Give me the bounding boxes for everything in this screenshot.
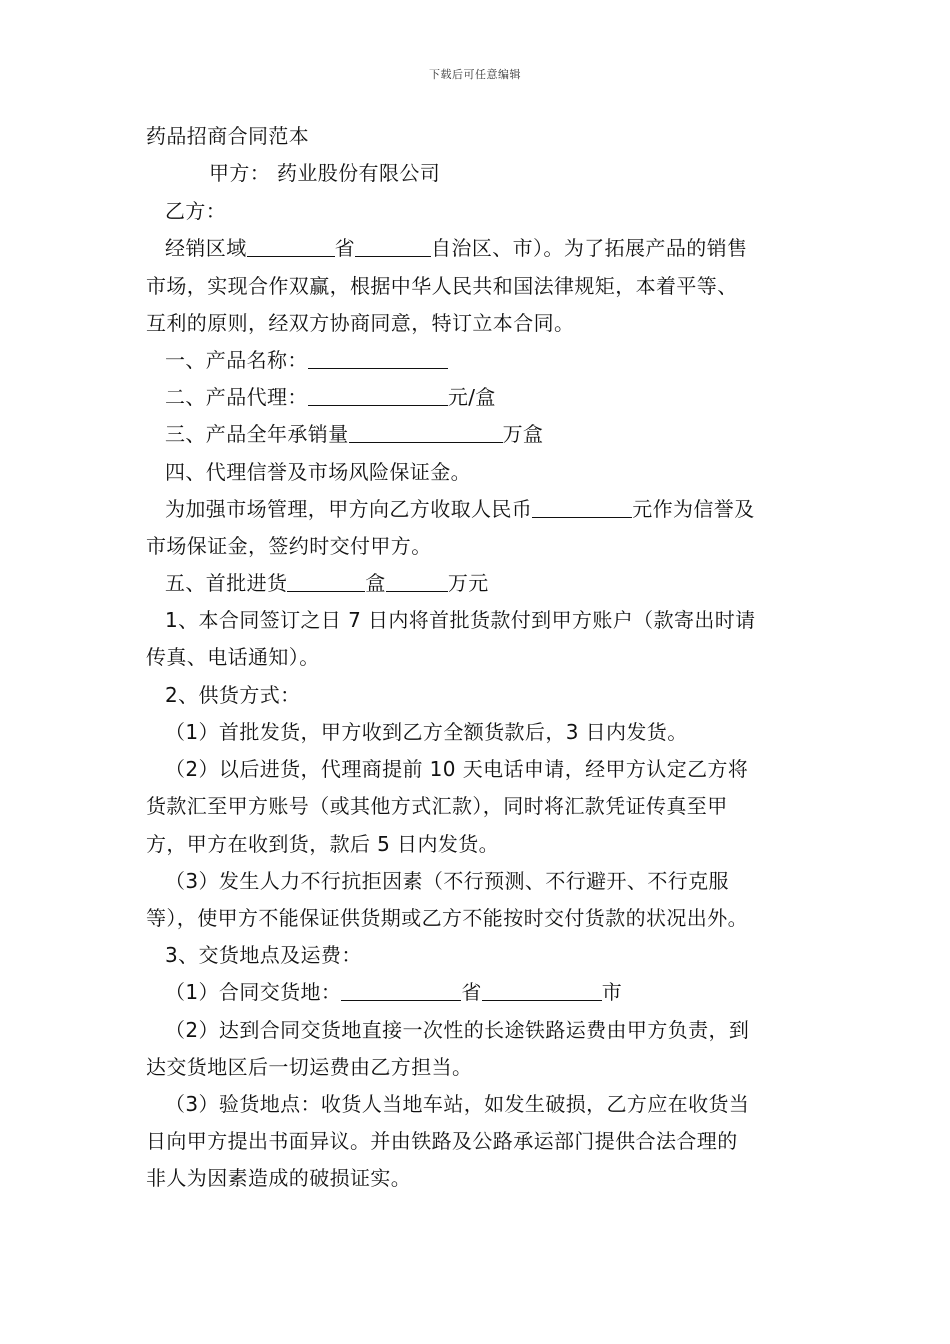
section-4-para-line-1 — [165, 497, 755, 521]
party-b-line: 乙方： — [165, 199, 227, 223]
clause-2-2-line-2: 货款汇至甲方账号（或其他方式汇款），同时将汇款凭证传真至甲 — [146, 794, 728, 818]
clause-3-3-line-3: 非人为因素造成的破损证实。 — [146, 1166, 412, 1190]
clause-3-3-line-1: （3）验货地点：收货人当地车站，如发生破损，乙方应在收货当 — [165, 1092, 750, 1116]
clause-2-3-line-1: （3）发生人力不行抗拒因素（不行预测、不行避开、不行克服 — [165, 869, 729, 893]
section-5-first-order — [165, 571, 489, 595]
clause-3-2-line-1: （2）达到合同交货地直接一次性的长途铁路运费由甲方负责，到 — [165, 1018, 750, 1042]
deposit-amount-blank[interactable] — [532, 497, 632, 518]
clause-3-3-line-2: 日向甲方提出书面异议。并由铁路及公路承运部门提供合法合理的 — [146, 1129, 738, 1153]
product-price-label: 二、产品代理： — [165, 385, 308, 409]
delivery-city-blank[interactable] — [482, 980, 602, 1001]
first-order-label: 五、首批进货 — [165, 571, 288, 595]
intro-line-1 — [165, 236, 747, 260]
clause-1-line-1: 1、本合同签订之日 7 日内将首批货款付到甲方账户（款寄出时请 — [165, 608, 756, 632]
party-a-line: 甲方： 药业股份有限公司 — [209, 161, 441, 185]
delivery-province-blank[interactable] — [341, 980, 461, 1001]
deposit-rest: 元作为信誉及 — [632, 497, 755, 521]
product-name-label: 一、产品名称： — [165, 348, 308, 372]
section-2-product-price — [165, 385, 496, 409]
clause-3-1 — [165, 980, 622, 1004]
clause-2-2-line-1: （2）以后进货，代理商提前 10 天电话申请，经甲方认定乙方将 — [165, 757, 749, 781]
intro-line-3: 互利的原则，经双方协商同意，特订立本合同。 — [146, 311, 575, 335]
clause-1-line-2: 传真、电话通知）。 — [146, 645, 320, 669]
delivery-place-label: （1）合同交货地： — [165, 980, 342, 1004]
clause-2-2-line-3: 方，甲方在收到货，款后 5 日内发货。 — [146, 832, 500, 856]
product-price-blank[interactable] — [308, 385, 448, 406]
section-3-annual-volume — [165, 422, 543, 446]
first-order-amount-unit: 万元 — [447, 571, 489, 595]
clause-2-3-line-2: 等），使甲方不能保证供货期或乙方不能按时交付货款的状况出外。 — [146, 906, 748, 930]
intro-line-2: 市场，实现合作双赢，根据中华人民共和国法律规矩，本着平等、 — [146, 274, 738, 298]
section-4-para-line-2: 市场保证金，签约时交付甲方。 — [146, 534, 432, 558]
delivery-city-unit: 市 — [601, 980, 623, 1004]
section-1-product-name — [165, 348, 448, 372]
product-price-unit: 元/盒 — [447, 385, 496, 409]
document-title: 药品招商合同范本 — [146, 124, 310, 148]
region-province-blank[interactable] — [247, 236, 335, 257]
page-header-note: 下载后可任意编辑 — [429, 68, 521, 81]
intro-region-label: 经销区域 — [165, 236, 247, 260]
annual-volume-blank[interactable] — [349, 422, 503, 443]
product-name-blank[interactable] — [308, 348, 448, 369]
intro-province-label: 省 — [334, 236, 356, 260]
intro-rest: 自治区、市）。为了拓展产品的销售 — [431, 236, 748, 260]
first-order-boxes-blank[interactable] — [287, 571, 365, 592]
first-order-amount-blank[interactable] — [386, 571, 448, 592]
clause-3-2-line-2: 达交货地区后一切运费由乙方担当。 — [146, 1055, 473, 1079]
clause-2-1: （1）首批发货，甲方收到乙方全额货款后，3 日内发货。 — [165, 720, 688, 744]
section-4-heading: 四、代理信誉及市场风险保证金。 — [165, 460, 471, 484]
deposit-label: 为加强市场管理，甲方向乙方收取人民币 — [165, 497, 533, 521]
annual-volume-unit: 万盒 — [502, 422, 544, 446]
annual-volume-label: 三、产品全年承销量 — [165, 422, 349, 446]
clause-2-heading: 2、供货方式： — [165, 683, 301, 707]
clause-3-heading: 3、交货地点及运费： — [165, 943, 362, 967]
region-autonomous-blank[interactable] — [355, 236, 431, 257]
first-order-box-unit: 盒 — [365, 571, 386, 595]
delivery-province-unit: 省 — [461, 980, 482, 1004]
